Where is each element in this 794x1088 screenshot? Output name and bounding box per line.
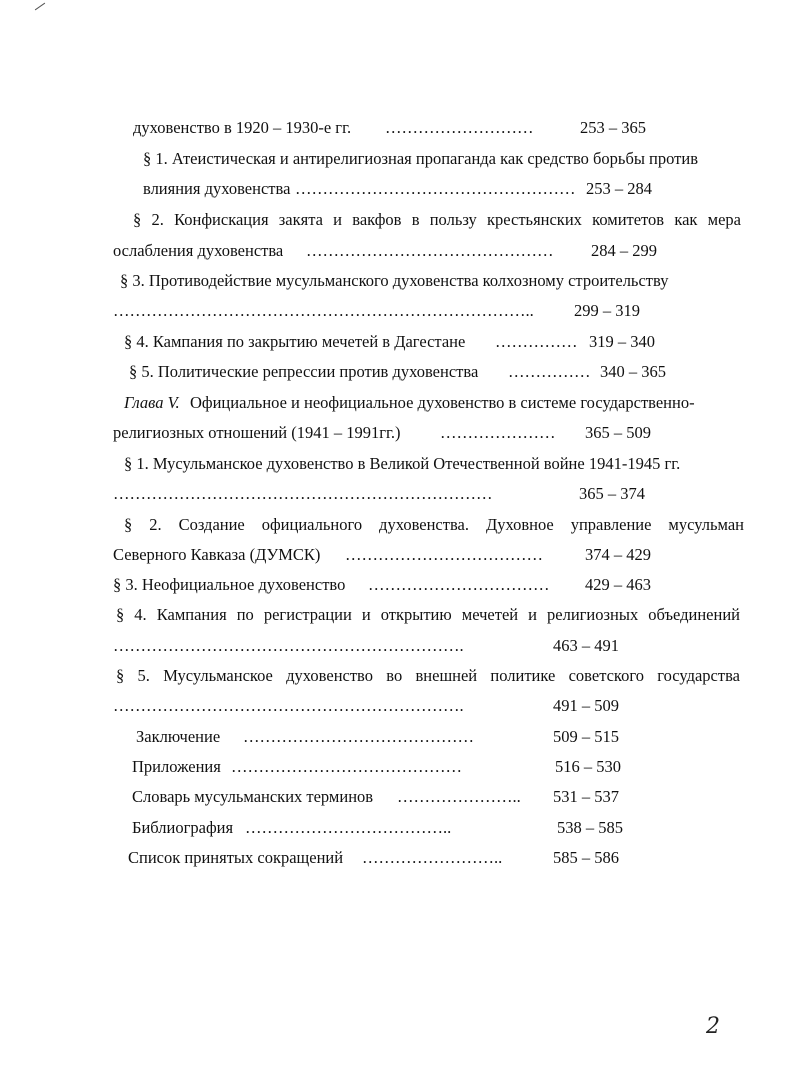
toc-line-text: § 1. Мусульманское духовенство в Великой Отечественной войне 1941-1945 гг.	[124, 454, 681, 473]
toc-line-dots: ……………………………………………………….	[113, 696, 464, 715]
toc-line-text: § 3. Противодействие мусульманского духовенства колхозному строительству	[120, 271, 669, 290]
toc-line-pages: 365 – 509	[585, 423, 651, 442]
toc-line-pages: 531 – 537	[553, 787, 619, 806]
toc-line-pages: 516 – 530	[555, 757, 621, 776]
toc-line-dots: ……………………………………	[243, 727, 474, 746]
toc-line-text: Список принятых сокращений	[128, 848, 344, 867]
toc-line-pages: 299 – 319	[574, 301, 640, 320]
toc-line-dots: ……………………………………………………………	[113, 484, 493, 503]
toc-line-pages: 365 – 374	[579, 484, 645, 503]
toc-line-dots: ……………………………………………………….	[113, 636, 464, 655]
toc-line-pages: 253 – 365	[580, 118, 646, 137]
toc-line-pages: 340 – 365	[600, 362, 666, 381]
toc-line-pages: 319 – 340	[589, 332, 655, 351]
toc-line-text: § 5. Политические репрессии против духовенства	[129, 362, 479, 381]
toc-line-text: духовенство в 1920 – 1930-е гг.	[133, 118, 352, 137]
toc-line-dots: ……………………..	[362, 848, 503, 867]
toc-line-dots: ……………………………………………	[295, 179, 576, 198]
toc-line-pages: 253 – 284	[586, 179, 652, 198]
toc-line-pages: 538 – 585	[557, 818, 623, 837]
toc-line-dots: ………………………………..	[245, 818, 452, 837]
scan-mark	[35, 3, 45, 11]
toc-line-dots: …………………..	[397, 787, 521, 806]
toc-line-text: § 2. Конфискация закята и вакфов в пользу крестьянских комитетов как мера	[133, 210, 741, 229]
toc-line-pages: 429 – 463	[585, 575, 651, 594]
toc-line-text: религиозных отношений (1941 – 1991гг.)	[113, 423, 401, 442]
toc-line-text: § 4. Кампания по закрытию мечетей в Дагестане	[124, 332, 466, 351]
toc-line-text: Заключение	[136, 727, 221, 746]
toc-line-pages: 585 – 586	[553, 848, 619, 867]
toc-line-dots: ………………………………………	[306, 241, 554, 260]
handwritten-page-number: 2	[706, 1014, 720, 1039]
toc-line-text: Официальное и неофициальное духовенство в системе государственно-	[190, 393, 695, 412]
toc-line-pages: 463 – 491	[553, 636, 619, 655]
toc-line-dots: ………………………	[385, 118, 534, 137]
toc-line-pages: 284 – 299	[591, 241, 657, 260]
toc-line-text: Северного Кавказа (ДУМСК)	[113, 545, 321, 564]
toc-line-text: § 2. Создание официального духовенства. Духовное управление мусульман	[124, 515, 744, 534]
toc-line-pages: 509 – 515	[553, 727, 619, 746]
toc-line-text: Словарь мусульманских терминов	[132, 787, 374, 806]
toc-line-pages: 491 – 509	[553, 696, 619, 715]
toc-line-text: влияния духовенства	[143, 179, 291, 198]
toc-line-dots: …………………………………………………………………..	[113, 301, 534, 320]
toc-line-dots: ………………………………	[345, 545, 543, 564]
toc-line-dots: ……………………………………	[231, 757, 462, 776]
toc-line-text: Библиография	[132, 818, 234, 837]
chapter-label: Глава V.	[124, 393, 180, 412]
toc-line-text: § 1. Атеистическая и антирелигиозная пропаганда как средство борьбы против	[143, 149, 698, 168]
toc-line-text: Приложения	[132, 757, 221, 776]
toc-line-text: § 3. Неофициальное духовенство	[113, 575, 346, 594]
toc-line-dots: …………………	[440, 423, 556, 442]
toc-line-dots: ……………	[495, 332, 578, 351]
toc-line-text: § 5. Мусульманское духовенство во внешней политике советского государства	[116, 666, 740, 685]
toc-line-dots: ……………………………	[368, 575, 550, 594]
toc-line-pages: 374 – 429	[585, 545, 651, 564]
toc-line-text: § 4. Кампания по регистрации и открытию мечетей и религиозных объединений	[116, 605, 740, 624]
toc-line-dots: ……………	[508, 362, 591, 381]
toc-line-text: ослабления духовенства	[113, 241, 284, 260]
